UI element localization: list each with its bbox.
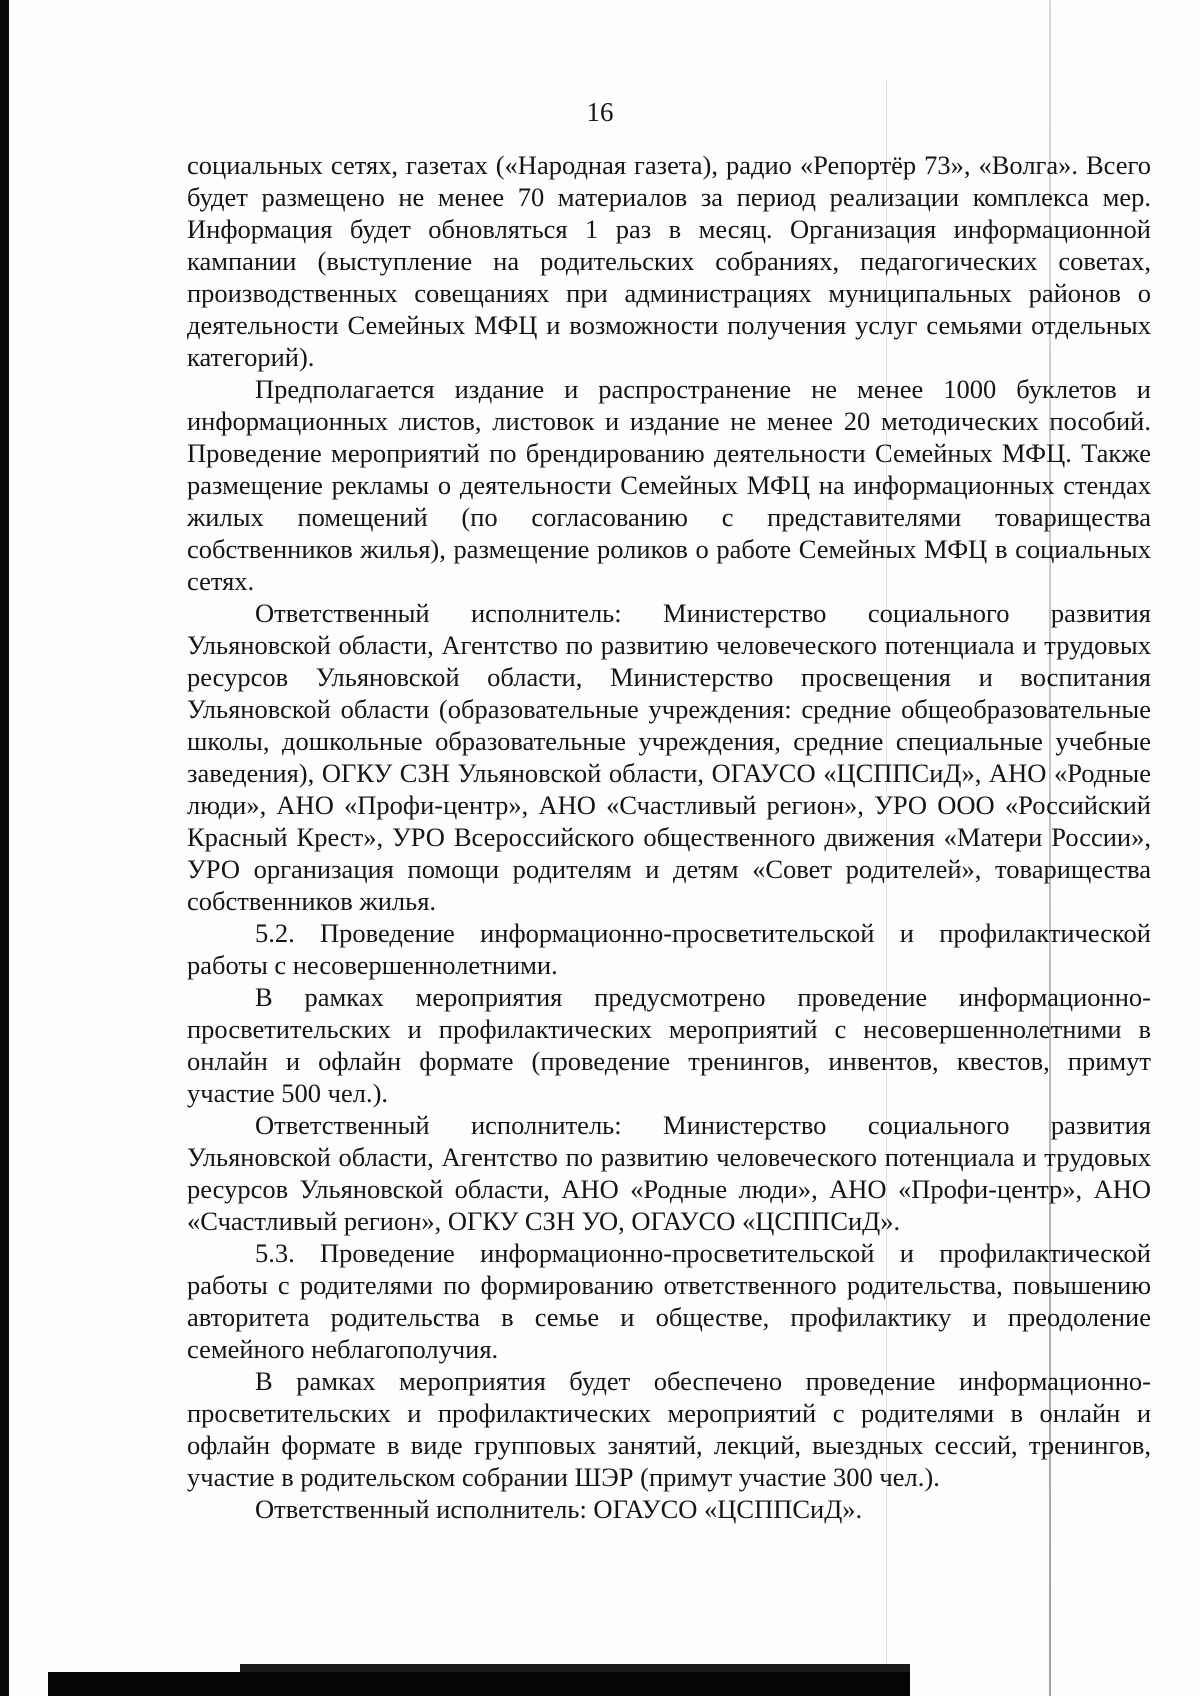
- scan-edge-left: [0, 0, 9, 1696]
- scan-bottom-shadow: [240, 1664, 910, 1672]
- paragraph-responsible-3: Ответственный исполнитель: ОГАУСО «ЦСППСиД».: [255, 1494, 863, 1524]
- document-body: [187, 149, 1151, 1525]
- paragraph-continuation: социальных сетях, газетах («Народная газета), радио «Репортёр 73», «Волга». Всего будет размещено не менее 70 материалов за период реализации комплекса мер. Информация будет обновляться 1 раз в месяц. Организация информационной кампании (выступление на родительских собраниях, педагогических советах, производственных совещаниях при администрациях муниципальных районов о деятельности Семейных МФЦ и возможности получения услуг семьями отдельных категорий).: [187, 150, 1151, 372]
- paragraph-responsible-2: Ответственный исполнитель: Министерство социального развития Ульяновской области, Агентство по развитию человеческого потенциала и трудовых ресурсов Ульяновской области, АНО «Родные люди», АНО «Профи-центр», АНО «Счастливый регион», ОГКУ СЗН УО, ОГАУСО «ЦСППСиД».: [187, 1110, 1151, 1236]
- section-heading-5-3: 5.3. Проведение информационно-просветительской и профилактической работы с родителями по формированию ответственного родительства, повышению авторитета родительства в семье и обществе, профилактику и преодоление семейного неблагополучия.: [187, 1238, 1151, 1364]
- section-heading-5-2: 5.2. Проведение информационно-просветительской и профилактической работы с несовершеннолетними.: [187, 918, 1151, 980]
- scan-bottom-edge: [48, 1672, 910, 1696]
- paragraph-responsible-1: Ответственный исполнитель: Министерство социального развития Ульяновской области, Агентство по развитию человеческого потенциала и трудовых ресурсов Ульяновской области, Министерство просвещения и воспитания Ульяновской области (образовательные учреждения: средние общеобразовательные школы, дошкольные образовательные учреждения, средние специальные учебные заведения), ОГКУ СЗН Ульяновской области, ОГАУСО «ЦСППСиД», АНО «Родные люди», АНО «Профи-центр», АНО «Счастливый регион», УРО ООО «Российский Красный Крест», УРО Всероссийского общественного движения «Матери России», УРО организация помощи родителям и детям «Совет родителей», товарищества собственников жилья.: [187, 598, 1151, 916]
- paragraph-parents: В рамках мероприятия будет обеспечено проведение информационно-просветительских и профилактических мероприятий с родителями в онлайн и офлайн формате в виде групповых занятий, лекций, выездных сессий, тренингов, участие в родительском собрании ШЭР (примут участие 300 чел.).: [187, 1366, 1151, 1492]
- paragraph-minors: В рамках мероприятия предусмотрено проведение информационно-просветительских и профилактических мероприятий с несовершеннолетними в онлайн и офлайн формате (проведение тренингов, инвентов, квестов, примут участие 500 чел.).: [187, 982, 1151, 1108]
- page-number: 16: [586, 97, 614, 127]
- paragraph-booklets: Предполагается издание и распространение не менее 1000 буклетов и информационных листов, листовок и издание не менее 20 методических пособий. Проведение мероприятий по брендированию деятельности Семейных МФЦ. Также размещение рекламы о деятельности Семейных МФЦ на информационных стендах жилых помещений (по согласованию с представителями товарищества собственников жилья), размещение роликов о работе Семейных МФЦ в социальных сетях.: [187, 374, 1151, 596]
